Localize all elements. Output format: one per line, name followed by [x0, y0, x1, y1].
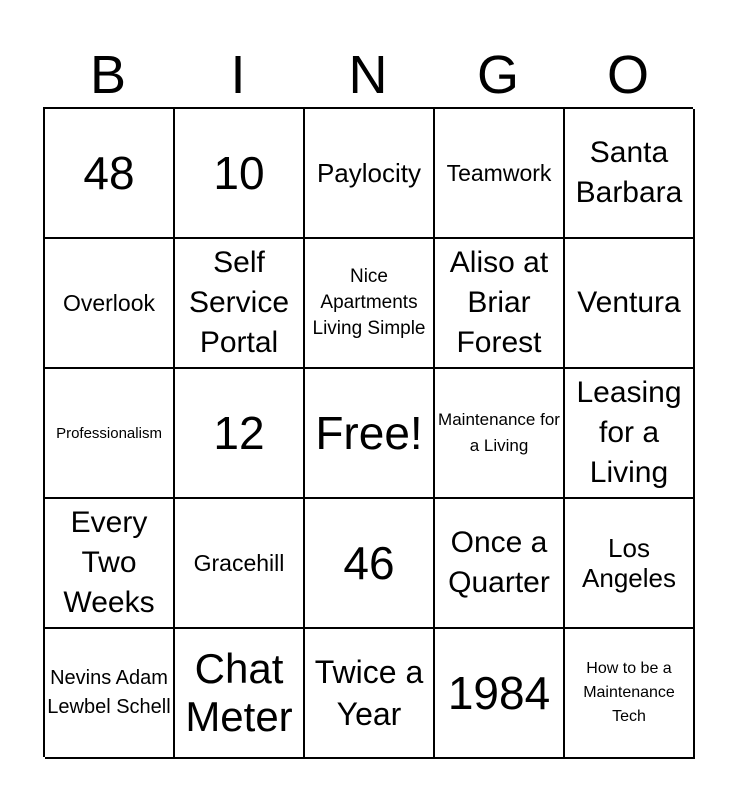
cell-text: Teamwork [446, 160, 552, 186]
cell-text: 1984 [447, 667, 551, 719]
bingo-cell[interactable] [565, 499, 695, 629]
bingo-cell[interactable] [435, 499, 565, 629]
bingo-cell[interactable] [45, 109, 175, 239]
cell-text: Paylocity [316, 158, 422, 188]
bingo-cell[interactable] [565, 239, 695, 369]
cell-text: Ventura [577, 286, 681, 319]
cell-text: Nice Apartments Living Simple [312, 266, 426, 339]
bingo-cell[interactable] [305, 629, 435, 759]
cell-text: Self Service Portal [188, 246, 290, 359]
bingo-cell[interactable] [565, 369, 695, 499]
bingo-cell[interactable] [435, 629, 565, 759]
bingo-cell[interactable] [305, 369, 435, 499]
cell-text: 46 [343, 537, 395, 589]
cell-text: Gracehill [193, 550, 285, 576]
cell-text: Once a Quarter [448, 526, 550, 599]
header-letter-o: O [606, 45, 649, 105]
cell-text: Twice a Year [314, 654, 424, 732]
bingo-cell[interactable] [45, 239, 175, 369]
cell-text: Every Two Weeks [63, 506, 155, 619]
bingo-cell[interactable] [305, 499, 435, 629]
cell-text: Aliso at Briar Forest [449, 246, 549, 359]
bingo-cell[interactable] [435, 369, 565, 499]
bingo-cell[interactable] [175, 239, 305, 369]
header-letter-i: I [230, 45, 246, 105]
cell-text: How to be a Maintenance Tech [583, 660, 675, 725]
cell-text: Santa Barbara [575, 136, 683, 209]
cell-text: Maintenance for a Living [438, 410, 560, 455]
cell-text: Professionalism [56, 424, 162, 442]
cell-text: 48 [83, 147, 135, 199]
cell-text: Leasing for a Living [576, 376, 682, 489]
bingo-header [43, 42, 693, 108]
bingo-cell[interactable] [175, 629, 305, 759]
bingo-cell[interactable] [45, 499, 175, 629]
header-letter-g: G [476, 45, 519, 105]
bingo-cell[interactable] [565, 629, 695, 759]
header-letter-b: B [89, 45, 127, 105]
bingo-cell[interactable] [435, 109, 565, 239]
bingo-cell[interactable] [565, 109, 695, 239]
cell-text: Los Angeles [582, 533, 676, 593]
bingo-cell[interactable] [305, 239, 435, 369]
bingo-cell[interactable] [175, 499, 305, 629]
cell-text: Chat Meter [185, 645, 293, 740]
bingo-cell[interactable] [175, 369, 305, 499]
bingo-cell[interactable] [45, 369, 175, 499]
bingo-cell[interactable] [435, 239, 565, 369]
bingo-cell[interactable] [175, 109, 305, 239]
bingo-grid [43, 107, 693, 757]
cell-text: Free! [315, 407, 423, 459]
cell-text: 10 [213, 147, 265, 199]
bingo-cell[interactable] [45, 629, 175, 759]
header-letter-n: N [348, 45, 388, 105]
cell-text: Overlook [62, 290, 156, 316]
cell-text: 12 [213, 407, 265, 459]
cell-text: Nevins Adam Lewbel Schell [47, 667, 171, 718]
bingo-cell[interactable] [305, 109, 435, 239]
